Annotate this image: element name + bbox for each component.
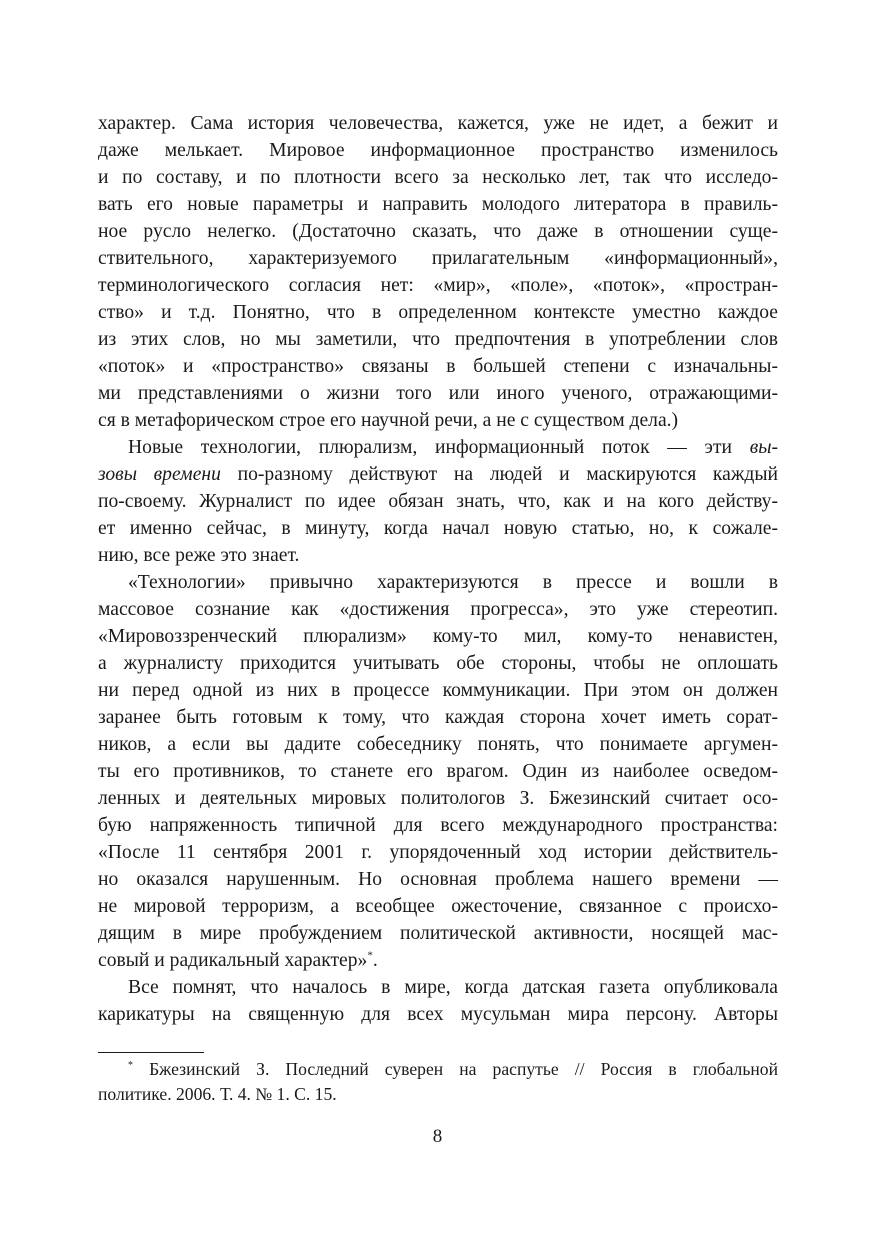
text-line: «После 11 сентября 2001 г. упорядоченный ход истории действитель-	[98, 842, 778, 863]
italic-text: зовы времени	[98, 464, 221, 485]
text-line: не мировой терроризм, а всеобщее ожесточение, связанное с происхо-	[98, 896, 778, 917]
text-line: ленных и деятельных мировых политологов З. Бжезинский считает осо-	[98, 788, 778, 809]
text-line: ство» и т.д. Понятно, что в определенном контексте уместно каждое	[98, 302, 778, 323]
text-line: ет именно сейчас, в минуту, когда начал новую статью, но, к сожале-	[98, 518, 778, 539]
text-run: по-разному действуют на людей и маскируются каждый	[220, 464, 778, 485]
text-line: ствительного, характеризуемого прилагательным «информационный»,	[98, 248, 778, 269]
text-line: массовое сознание как «достижения прогресса», это уже стереотип.	[98, 599, 778, 620]
text-line: заранее быть готовым к тому, что каждая сторона хочет иметь сорат-	[98, 707, 778, 728]
text-line: нию, все реже это знает.	[98, 545, 300, 566]
text-line: совый и радикальный характер»*.	[98, 949, 378, 971]
text-line: «Мировоззренческий плюрализм» кому-то мил, кому-то ненавистен,	[98, 626, 778, 647]
text-line	[98, 434, 778, 461]
footnote-line: политике. 2006. Т. 4. № 1. С. 15.	[98, 1084, 337, 1104]
text-line: «поток» и «пространство» связаны в большей степени с изначальны-	[98, 356, 778, 377]
italic-text: вы-	[749, 437, 778, 458]
text-line: ное русло нелегко. (Достаточно сказать, что даже в отношении суще-	[98, 221, 778, 242]
page-number: 8	[432, 1126, 443, 1147]
text-line: ников, а если вы дадите собеседнику понять, что понимаете аргумен-	[98, 734, 778, 755]
text-line: терминологического согласия нет: «мир», «поле», «поток», «простран-	[98, 275, 778, 296]
text-line: из этих слов, но мы заметили, что предпочтения в употреблении слов	[98, 329, 778, 350]
text-line: вать его новые параметры и направить молодого литератора в правиль-	[98, 194, 778, 215]
text-line	[98, 461, 778, 488]
text-line: по-своему. Журналист по идее обязан знать, что, как и на кого действу-	[98, 491, 778, 512]
text-line: бую напряженность типичной для всего международного пространства:	[98, 815, 778, 836]
text-line: ся в метафорическом строе его научной речи, а не с существом дела.)	[98, 410, 679, 431]
text-line: Все помнят, что началось в мире, когда датская газета опубликовала	[128, 977, 778, 998]
main-text	[98, 110, 778, 1028]
text-run: совый и радикальный характер»	[98, 950, 368, 971]
footnote-mark: *	[128, 1060, 133, 1072]
text-line: и по составу, и по плотности всего за несколько лет, так что исследо-	[98, 167, 778, 188]
text-line: ты его противников, то станете его врагом. Один из наиболее осведом-	[98, 761, 778, 782]
text-line: даже мелькает. Мировое информационное пространство изменилось	[98, 140, 778, 161]
text-line: «Технологии» привычно характеризуются в прессе и вошли в	[128, 572, 778, 593]
footnote	[98, 1057, 778, 1107]
footnote-reference[interactable]: *	[367, 949, 373, 962]
footnote-divider	[98, 1052, 204, 1053]
text-line: а журналисту приходится учитывать обе стороны, чтобы не оплошать	[98, 653, 778, 674]
text-line: характер. Сама история человечества, кажется, уже не идет, а бежит и	[98, 113, 778, 134]
text-line: ми представлениями о жизни того или иного ученого, отражающими-	[98, 383, 778, 404]
footnote-text: Бжезинский З. Последний суверен на распутье // Россия в глобальной	[133, 1059, 778, 1079]
footnote-line	[98, 1057, 778, 1082]
text-line: но оказался нарушенным. Но основная проблема нашего времени —	[98, 869, 778, 890]
text-line: ни перед одной из них в процессе коммуникации. При этом он должен	[98, 680, 778, 701]
text-run: Новые технологии, плюрализм, информационный поток — эти	[128, 437, 750, 458]
text-line: дящим в мире пробуждением политической активности, носящей мас-	[98, 923, 778, 944]
text-line: карикатуры на священную для всех мусульман мира персону. Авторы	[98, 1004, 778, 1025]
